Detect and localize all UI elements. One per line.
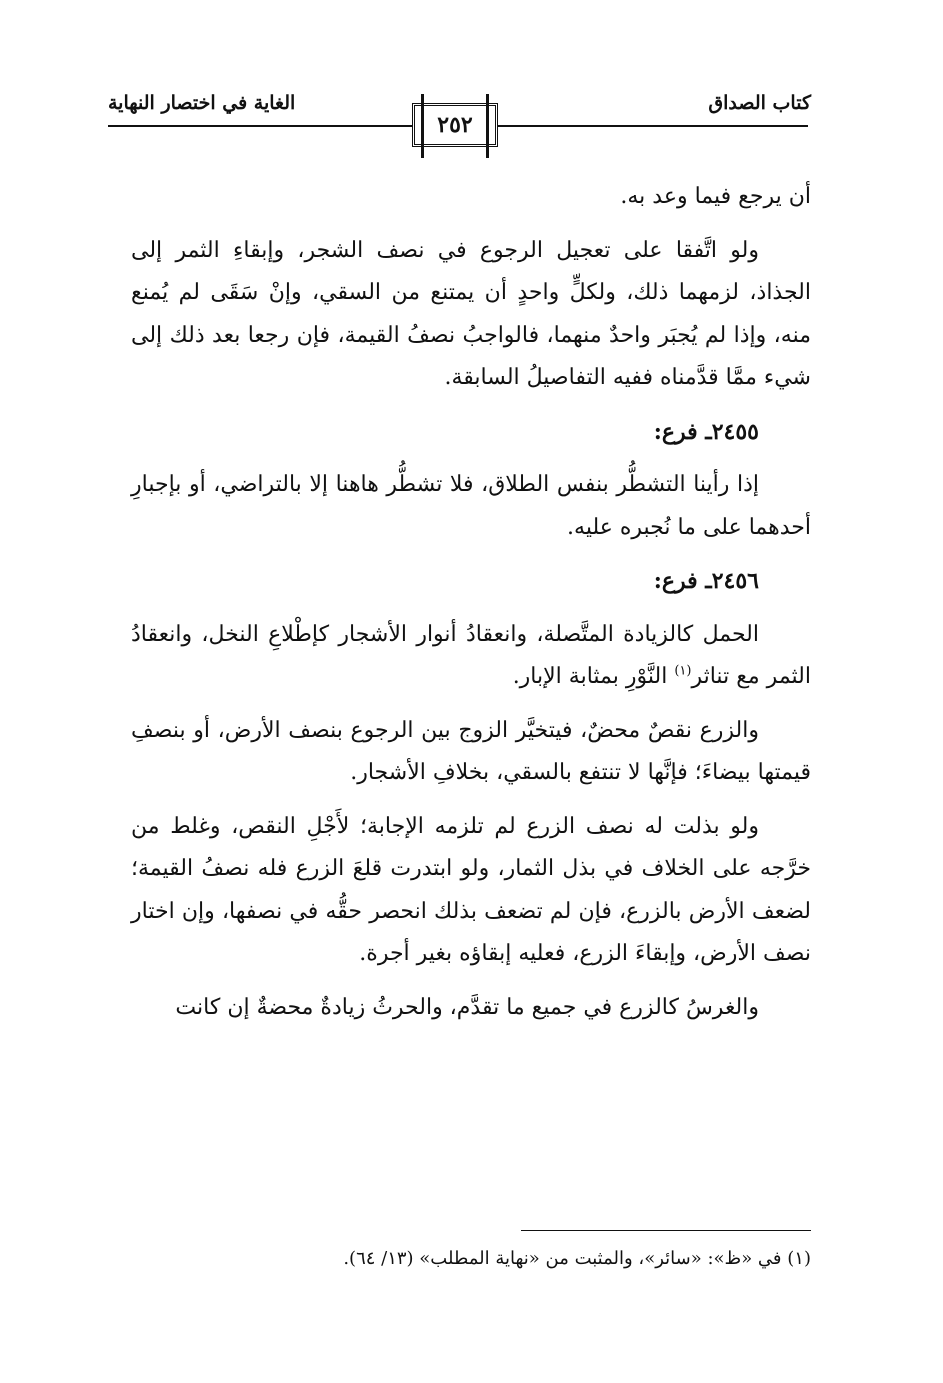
section-heading: ٢٤٥٥ـ فرع: bbox=[653, 418, 759, 445]
footnote-divider bbox=[521, 1230, 811, 1231]
paragraph: ولو بذلت له نصف الزرع لم تلزمه الإجابة؛ لأَجْلِ النقص، وغلط من خرَّجه على الخلاف في بذل الثمار، ولو ابتدرت قلعَ الزرع فله نصفُ القيمة؛ لضعف الأرض بالزرع، فإن لم تضعف بذلك انحصر حقُّه في نصفها، وإن اختار نصف الأرض، وإبقاءَ الزرع، فعليه إبقاؤه بغير أجرة. bbox=[131, 813, 811, 966]
paragraph: والغرسُ كالزرع في جميع ما تقدَّم، والحرثُ زيادةٌ محضةٌ إن كانت bbox=[175, 994, 759, 1020]
paragraph bbox=[131, 614, 811, 699]
footnote: (١) في «ظ»: «سائر»، والمثبت من «نهاية المطلب» (١٣/ ٦٤). bbox=[343, 1248, 811, 1269]
paragraph: أن يرجع فيما وعد به. bbox=[620, 184, 811, 209]
footnote-marker: (١) bbox=[674, 663, 692, 679]
main-text bbox=[131, 176, 811, 1040]
running-header-title: الغاية في اختصار النهاية bbox=[108, 92, 296, 114]
paragraph: إذا رأينا التشطُّر بنفس الطلاق، فلا تشطُّر هاهنا إلا بالتراضي، أو بإجبارِ أحدهما على ما نُجبره عليه. bbox=[131, 472, 811, 540]
page-number: ٢٥٢ bbox=[412, 103, 498, 147]
paragraph: والزرع نقصٌ محضٌ، فيتخيَّر الزوج بين الرجوع بنصف الأرض، أو بنصفِ قيمتها بيضاءَ؛ فإنَّها لا تنتفع بالسقي، بخلافِ الأشجار. bbox=[131, 717, 811, 785]
section-heading: ٢٤٥٦ـ فرع: bbox=[653, 568, 759, 594]
running-header-chapter: كتاب الصداق bbox=[708, 92, 811, 114]
paragraph: ولو اتَّفقا على تعجيل الرجوع في نصف الشجر، وإبقاءِ الثمر إلى الجذاذ، لزمهما ذلك، ولكلٍّ واحدٍ أن يمتنع من السقي، وإنْ سَقَى لم يُمنع منه، وإذا لم يُجبَر واحدٌ منهما، فالواجبُ نصفُ القيمة، فإن رجعا بعد ذلك إلى شيء ممَّا قدَّمناه ففيه التفاصيلُ السابقة. bbox=[131, 237, 811, 390]
paragraph-text: الحمل كالزيادة المتَّصلة، وانعقادُ أنوار الأشجار كإطْلاعِ النخل، وانعقادُ الثمر مع تناثر bbox=[131, 621, 811, 689]
paragraph-text: النَّوْرِ بمثابة الإبار. bbox=[512, 664, 675, 689]
